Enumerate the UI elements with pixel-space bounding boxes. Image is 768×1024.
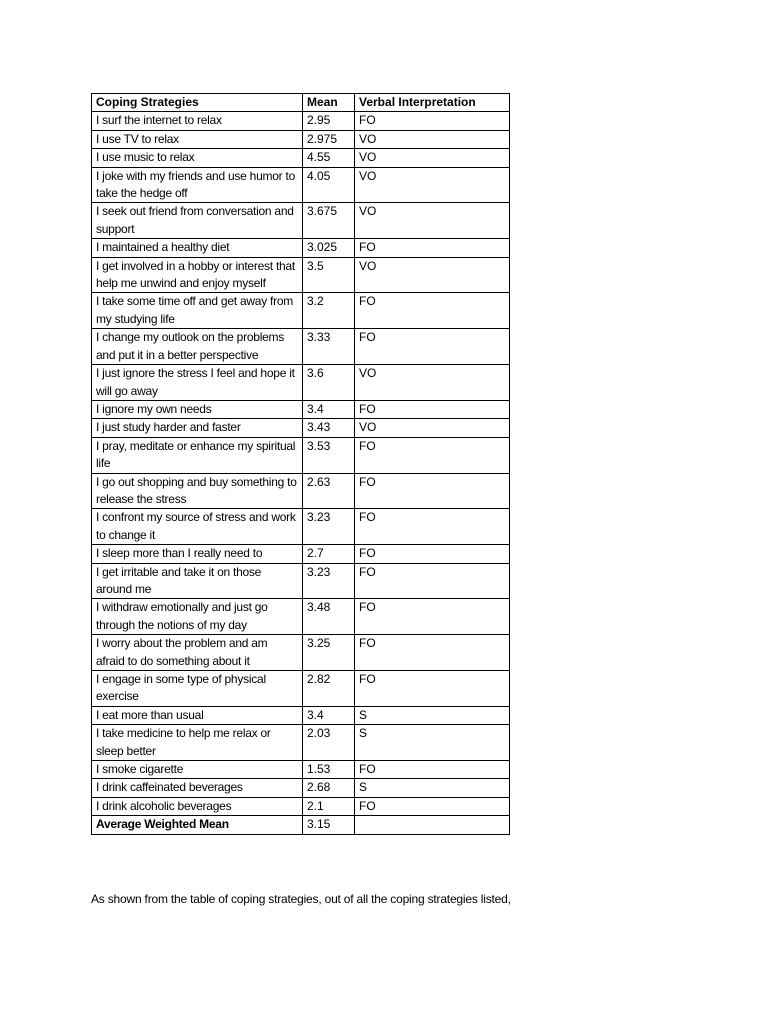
mean-cell: 4.05 [303, 167, 355, 203]
table-row [92, 563, 510, 599]
strategy-cell: I use TV to relax [92, 130, 303, 148]
interpretation-cell: FO [355, 563, 510, 599]
strategy-cell: I seek out friend from conversation and support [92, 203, 303, 239]
table-row [92, 400, 510, 418]
interpretation-cell: S [355, 779, 510, 797]
mean-cell: 2.95 [303, 112, 355, 130]
table-row [92, 797, 510, 815]
header-mean: Mean [303, 94, 355, 112]
strategy-cell: I joke with my friends and use humor to take the hedge off [92, 167, 303, 203]
summary-mean: 3.15 [303, 816, 355, 834]
table-row [92, 761, 510, 779]
interpretation-cell: FO [355, 635, 510, 671]
strategy-cell: I get irritable and take it on those around me [92, 563, 303, 599]
strategy-cell: I confront my source of stress and work to change it [92, 509, 303, 545]
mean-cell: 3.2 [303, 293, 355, 329]
strategy-cell: I take some time off and get away from my studying life [92, 293, 303, 329]
table-row [92, 509, 510, 545]
interpretation-cell: FO [355, 671, 510, 707]
interpretation-cell: VO [355, 167, 510, 203]
interpretation-cell: VO [355, 149, 510, 167]
table-row [92, 437, 510, 473]
strategy-cell: I just study harder and faster [92, 419, 303, 437]
mean-cell: 2.1 [303, 797, 355, 815]
mean-cell: 3.025 [303, 239, 355, 257]
mean-cell: 3.33 [303, 329, 355, 365]
table-row [92, 130, 510, 148]
mean-cell: 3.48 [303, 599, 355, 635]
table-row [92, 473, 510, 509]
summary-label: Average Weighted Mean [92, 816, 303, 834]
interpretation-cell: FO [355, 761, 510, 779]
header-verbal-interpretation: Verbal Interpretation [355, 94, 510, 112]
mean-cell: 2.975 [303, 130, 355, 148]
strategy-cell: I surf the internet to relax [92, 112, 303, 130]
mean-cell: 3.675 [303, 203, 355, 239]
table-row [92, 203, 510, 239]
interpretation-cell: VO [355, 365, 510, 401]
mean-cell: 3.43 [303, 419, 355, 437]
strategy-cell: I withdraw emotionally and just go through the notions of my day [92, 599, 303, 635]
interpretation-cell: S [355, 706, 510, 724]
interpretation-cell: FO [355, 112, 510, 130]
strategy-cell: I maintained a healthy diet [92, 239, 303, 257]
interpretation-cell: FO [355, 599, 510, 635]
interpretation-cell: FO [355, 797, 510, 815]
table-body [92, 112, 510, 816]
interpretation-cell: FO [355, 509, 510, 545]
table-row [92, 149, 510, 167]
table-row [92, 779, 510, 797]
interpretation-cell: FO [355, 473, 510, 509]
strategy-cell: I just ignore the stress I feel and hope it will go away [92, 365, 303, 401]
mean-cell: 2.7 [303, 545, 355, 563]
mean-cell: 3.4 [303, 400, 355, 418]
strategy-cell: I ignore my own needs [92, 400, 303, 418]
table-row [92, 419, 510, 437]
interpretation-cell: FO [355, 239, 510, 257]
mean-cell: 3.23 [303, 509, 355, 545]
strategy-cell: I worry about the problem and am afraid to do something about it [92, 635, 303, 671]
summary-interpretation [355, 816, 510, 834]
strategy-cell: I eat more than usual [92, 706, 303, 724]
mean-cell: 3.4 [303, 706, 355, 724]
interpretation-cell: VO [355, 419, 510, 437]
interpretation-cell: FO [355, 437, 510, 473]
mean-cell: 1.53 [303, 761, 355, 779]
mean-cell: 3.53 [303, 437, 355, 473]
header-coping-strategies: Coping Strategies [92, 94, 303, 112]
table-row [92, 112, 510, 130]
mean-cell: 3.6 [303, 365, 355, 401]
strategy-cell: I go out shopping and buy something to release the stress [92, 473, 303, 509]
table-row [92, 329, 510, 365]
table-row [92, 239, 510, 257]
body-paragraph: As shown from the table of coping strategies, out of all the coping strategies listed, [91, 892, 511, 906]
strategy-cell: I take medicine to help me relax or sleep better [92, 725, 303, 761]
table-row [92, 167, 510, 203]
table-row [92, 706, 510, 724]
strategy-cell: I drink alcoholic beverages [92, 797, 303, 815]
table-row [92, 545, 510, 563]
strategy-cell: I pray, meditate or enhance my spiritual life [92, 437, 303, 473]
interpretation-cell: VO [355, 130, 510, 148]
coping-strategies-table [91, 93, 510, 835]
interpretation-cell: FO [355, 293, 510, 329]
mean-cell: 2.82 [303, 671, 355, 707]
table-row [92, 671, 510, 707]
mean-cell: 3.5 [303, 257, 355, 293]
mean-cell: 2.63 [303, 473, 355, 509]
strategy-cell: I use music to relax [92, 149, 303, 167]
table-row [92, 293, 510, 329]
summary-row [92, 816, 510, 834]
table-row [92, 725, 510, 761]
interpretation-cell: FO [355, 329, 510, 365]
mean-cell: 3.23 [303, 563, 355, 599]
strategy-cell: I smoke cigarette [92, 761, 303, 779]
interpretation-cell: VO [355, 203, 510, 239]
table-row [92, 365, 510, 401]
interpretation-cell: VO [355, 257, 510, 293]
mean-cell: 4.55 [303, 149, 355, 167]
strategy-cell: I drink caffeinated beverages [92, 779, 303, 797]
strategy-cell: I sleep more than I really need to [92, 545, 303, 563]
interpretation-cell: S [355, 725, 510, 761]
interpretation-cell: FO [355, 545, 510, 563]
mean-cell: 2.68 [303, 779, 355, 797]
interpretation-cell: FO [355, 400, 510, 418]
mean-cell: 3.25 [303, 635, 355, 671]
table-row [92, 599, 510, 635]
strategy-cell: I change my outlook on the problems and put it in a better perspective [92, 329, 303, 365]
strategy-cell: I engage in some type of physical exercise [92, 671, 303, 707]
mean-cell: 2.03 [303, 725, 355, 761]
table-row [92, 635, 510, 671]
strategy-cell: I get involved in a hobby or interest that help me unwind and enjoy myself [92, 257, 303, 293]
table-header-row [92, 94, 510, 112]
table-row [92, 257, 510, 293]
